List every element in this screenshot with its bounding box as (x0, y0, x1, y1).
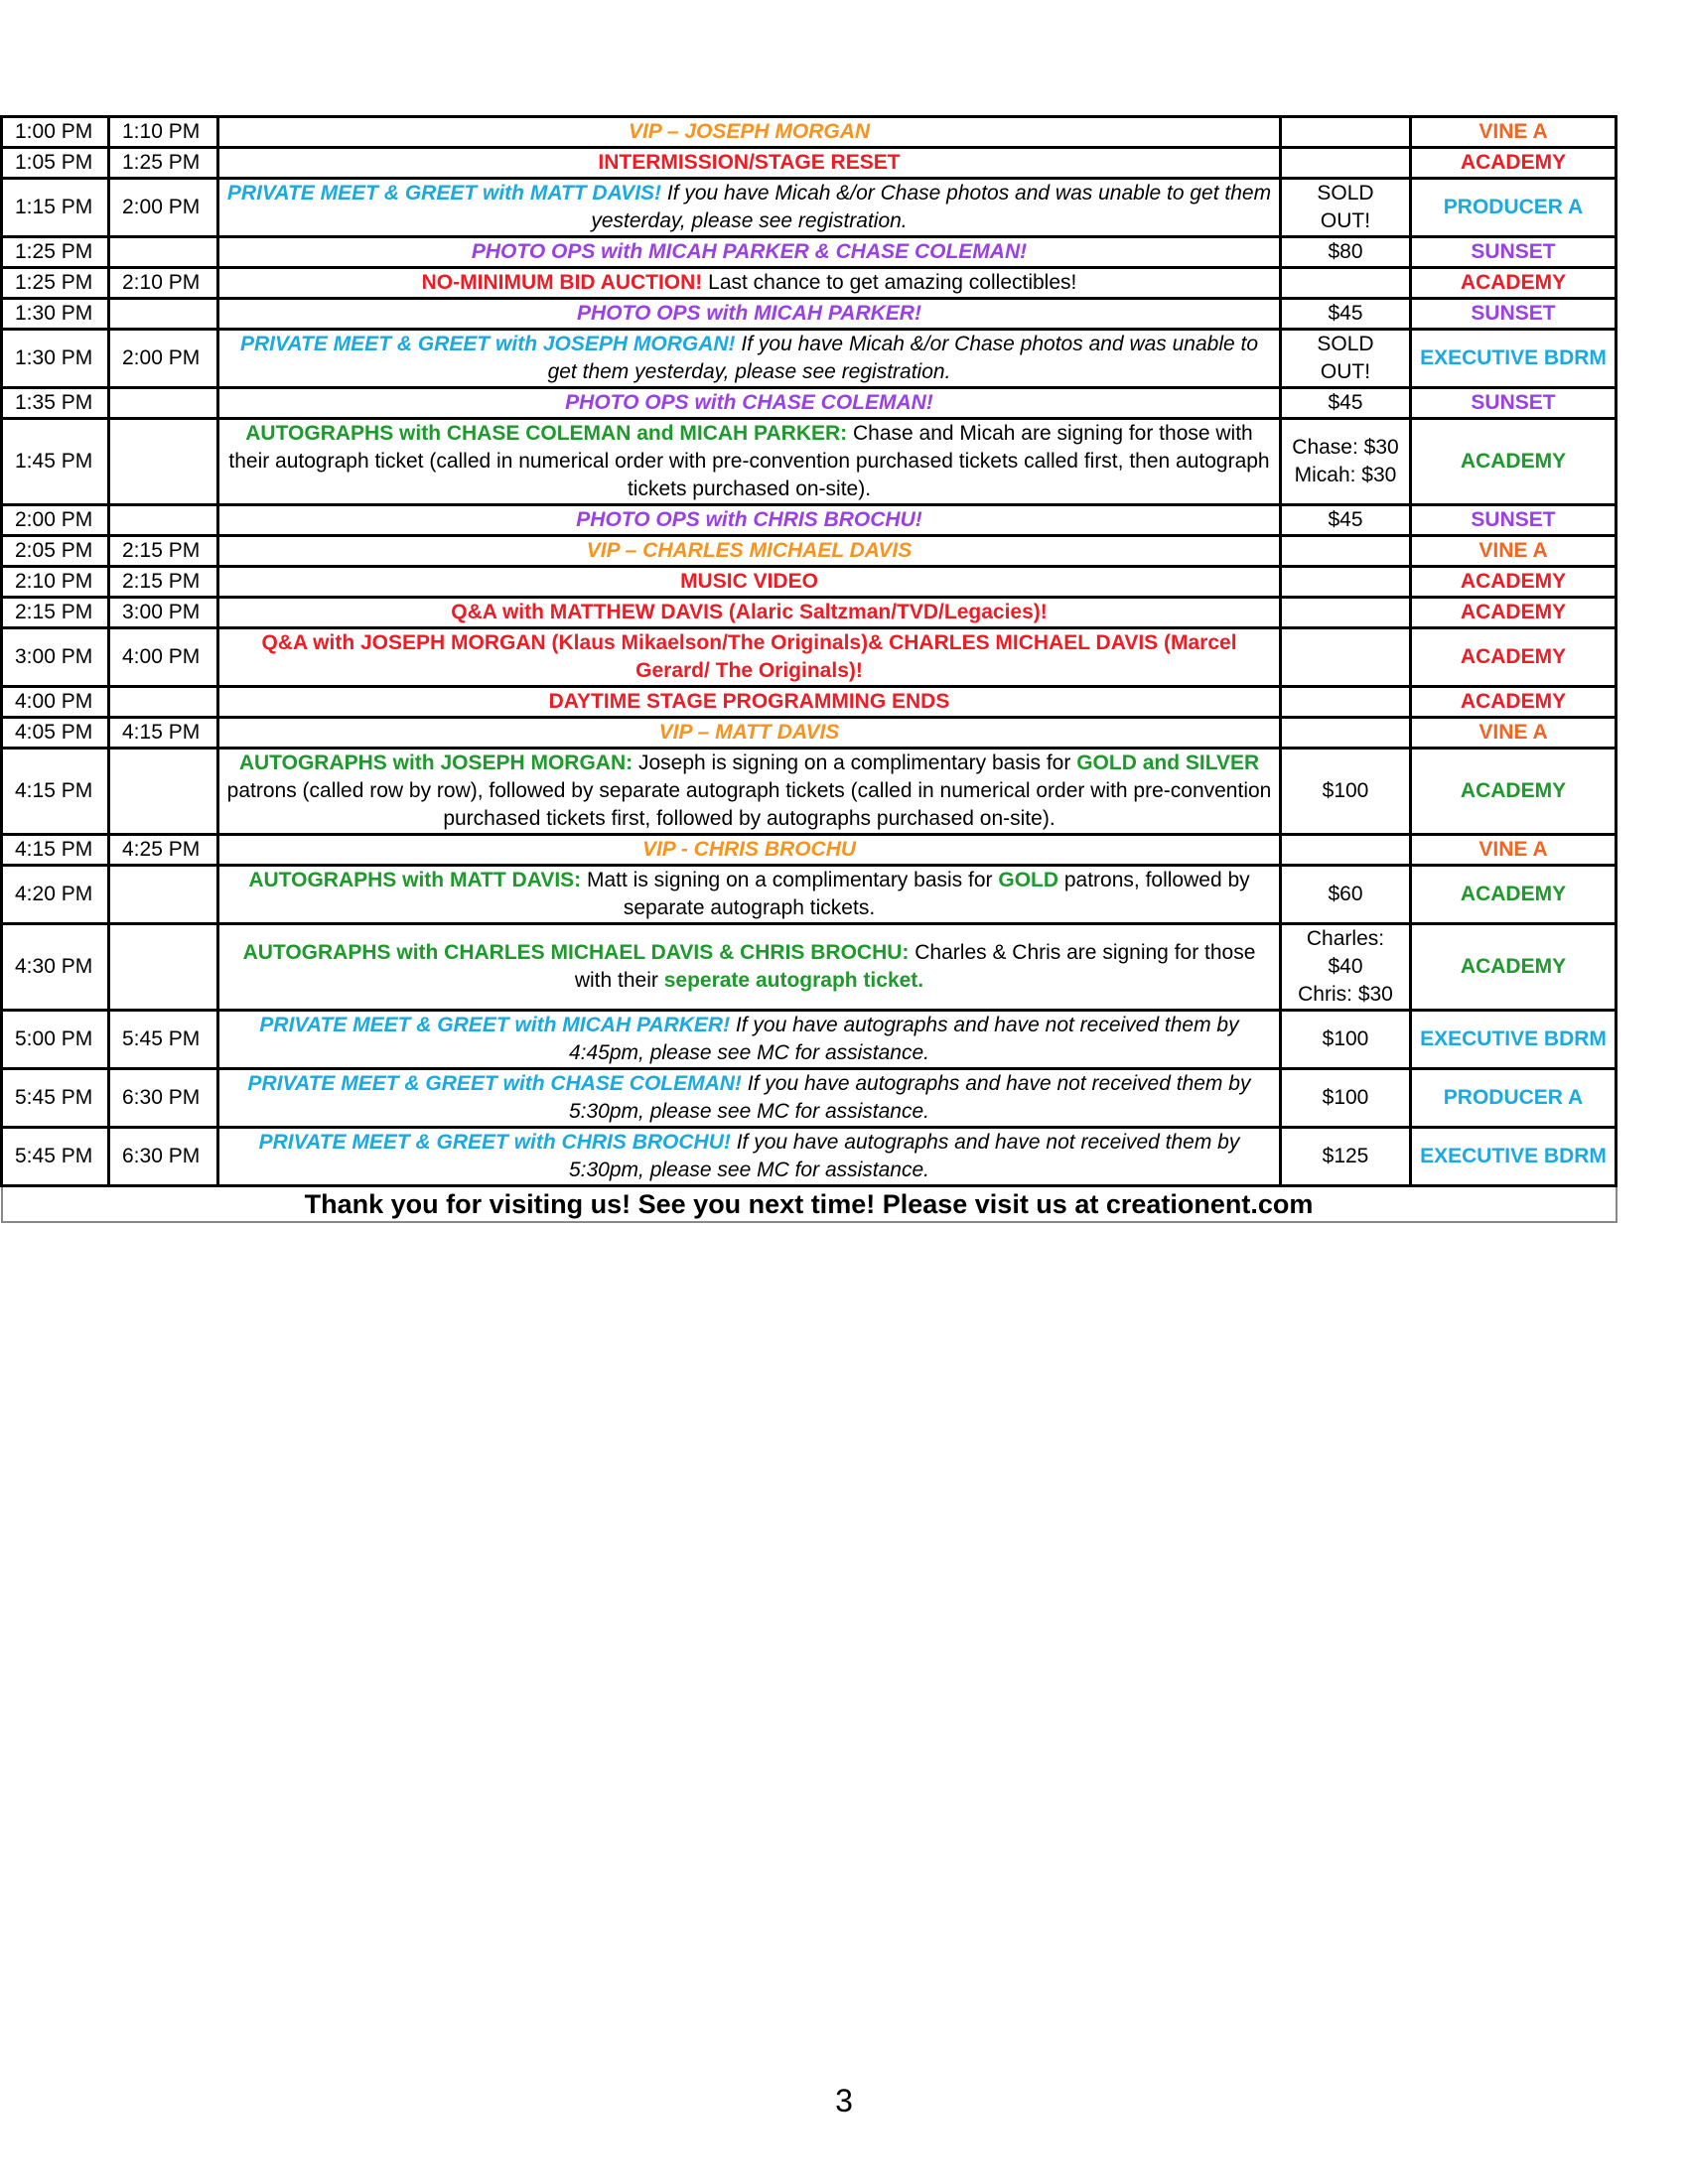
description-segment: If you have autographs and have not received them by 5:30pm, please see MC for assistance. (568, 1072, 1251, 1123)
description-segment: If you have Micah &/or Chase photos and was unable to get them yesterday, please see registration. (547, 333, 1259, 383)
end-time: 1:10 PM (109, 117, 218, 148)
description-segment: PRIVATE MEET & GREET with MICAH PARKER! (259, 1014, 731, 1036)
price (1281, 924, 1411, 1011)
description-segment: VIP – JOSEPH MORGAN (628, 120, 871, 143)
schedule-table (0, 115, 1618, 1223)
description-segment: patrons (called row by row), followed by separate autograph tickets (called in numerical order with pre-convention purchased tickets first, followed by autographs purchased on-site). (226, 779, 1272, 830)
price (1281, 117, 1411, 148)
price-line: Micah: $30 (1294, 464, 1397, 486)
price-line: Charles: (1306, 927, 1385, 950)
price-line: $45 (1328, 508, 1363, 531)
price-line: $100 (1322, 779, 1369, 802)
price-line: SOLD (1317, 182, 1374, 205)
start-time: 2:15 PM (2, 598, 109, 628)
start-time: 5:00 PM (2, 1011, 109, 1069)
description-segment: VIP - CHRIS BROCHU (641, 838, 857, 861)
price (1281, 505, 1411, 536)
price (1281, 718, 1411, 749)
schedule-row (2, 148, 1617, 179)
price (1281, 1011, 1411, 1069)
footer-message: Thank you for visiting us! See you next time! Please visit us at creationent.com (2, 1186, 1617, 1223)
end-time: 2:15 PM (109, 567, 218, 598)
event-description (218, 179, 1281, 237)
location: SUNSET (1411, 388, 1617, 419)
price-line: OUT! (1320, 209, 1371, 232)
price (1281, 1128, 1411, 1186)
price (1281, 536, 1411, 567)
price (1281, 148, 1411, 179)
location: PRODUCER A (1411, 179, 1617, 237)
end-time (109, 505, 218, 536)
description-segment: AUTOGRAPHS with JOSEPH MORGAN: (238, 751, 633, 774)
description-segment: PRIVATE MEET & GREET with JOSEPH MORGAN! (239, 333, 736, 355)
event-description (218, 237, 1281, 268)
schedule-body (2, 117, 1617, 1186)
end-time: 1:25 PM (109, 148, 218, 179)
price (1281, 237, 1411, 268)
description-segment: VIP – CHARLES MICHAEL DAVIS (586, 539, 913, 562)
schedule-row (2, 718, 1617, 749)
event-description (218, 1069, 1281, 1128)
description-segment: PHOTO OPS with CHRIS BROCHU! (576, 508, 922, 531)
event-description (218, 749, 1281, 835)
price-line: $45 (1328, 391, 1363, 414)
description-segment: Matt is signing on a complimentary basis for (581, 869, 999, 891)
price-line: $80 (1328, 240, 1363, 263)
schedule-row (2, 388, 1617, 419)
price (1281, 567, 1411, 598)
end-time: 3:00 PM (109, 598, 218, 628)
event-description (218, 148, 1281, 179)
location: VINE A (1411, 536, 1617, 567)
end-time: 2:10 PM (109, 268, 218, 299)
location: ACADEMY (1411, 687, 1617, 718)
location: SUNSET (1411, 237, 1617, 268)
event-description (218, 419, 1281, 505)
schedule-row (2, 268, 1617, 299)
event-description (218, 628, 1281, 687)
schedule-row (2, 567, 1617, 598)
description-segment: DAYTIME STAGE PROGRAMMING ENDS (548, 690, 950, 713)
start-time: 2:00 PM (2, 505, 109, 536)
event-description (218, 1011, 1281, 1069)
location: EXECUTIVE BDRM (1411, 330, 1617, 388)
price (1281, 628, 1411, 687)
price (1281, 179, 1411, 237)
schedule-row (2, 1011, 1617, 1069)
end-time (109, 749, 218, 835)
schedule-row (2, 628, 1617, 687)
description-segment: AUTOGRAPHS with CHARLES MICHAEL DAVIS & CHRIS BROCHU: (242, 941, 910, 964)
location: SUNSET (1411, 505, 1617, 536)
price (1281, 330, 1411, 388)
description-segment: PRIVATE MEET & GREET with MATT DAVIS! (226, 182, 662, 205)
start-time: 2:05 PM (2, 536, 109, 567)
event-description (218, 299, 1281, 330)
location: EXECUTIVE BDRM (1411, 1011, 1617, 1069)
description-segment: If you have autographs and have not received them by 5:30pm, please see MC for assistance. (568, 1131, 1240, 1181)
schedule-row (2, 598, 1617, 628)
location: ACADEMY (1411, 567, 1617, 598)
start-time: 1:45 PM (2, 419, 109, 505)
price (1281, 598, 1411, 628)
end-time (109, 687, 218, 718)
event-description (218, 1128, 1281, 1186)
description-segment: PRIVATE MEET & GREET with CHRIS BROCHU! (258, 1131, 731, 1154)
event-description (218, 924, 1281, 1011)
start-time: 4:15 PM (2, 749, 109, 835)
description-segment: NO-MINIMUM BID AUCTION! (421, 271, 703, 294)
schedule-row (2, 237, 1617, 268)
start-time: 1:15 PM (2, 179, 109, 237)
description-segment: Joseph is signing on a complimentary basis for (633, 751, 1077, 774)
location: ACADEMY (1411, 419, 1617, 505)
price (1281, 268, 1411, 299)
schedule-row (2, 299, 1617, 330)
end-time: 2:15 PM (109, 536, 218, 567)
start-time: 5:45 PM (2, 1069, 109, 1128)
event-description (218, 866, 1281, 924)
description-segment: PHOTO OPS with MICAH PARKER & CHASE COLEMAN! (471, 240, 1028, 263)
price (1281, 835, 1411, 866)
schedule-row (2, 835, 1617, 866)
description-segment: MUSIC VIDEO (680, 570, 818, 593)
description-segment: AUTOGRAPHS with MATT DAVIS: (248, 869, 582, 891)
start-time: 1:25 PM (2, 237, 109, 268)
price-line: $40 (1328, 955, 1363, 978)
start-time: 4:15 PM (2, 835, 109, 866)
location: VINE A (1411, 718, 1617, 749)
start-time: 4:20 PM (2, 866, 109, 924)
price (1281, 866, 1411, 924)
event-description (218, 718, 1281, 749)
event-description (218, 268, 1281, 299)
event-description (218, 835, 1281, 866)
start-time: 1:30 PM (2, 299, 109, 330)
price (1281, 388, 1411, 419)
description-segment: If you have autographs and have not received them by 4:45pm, please see MC for assistance. (568, 1014, 1239, 1064)
schedule-row (2, 179, 1617, 237)
location: ACADEMY (1411, 148, 1617, 179)
description-segment: INTERMISSION/STAGE RESET (598, 151, 901, 174)
end-time: 6:30 PM (109, 1069, 218, 1128)
schedule-row (2, 924, 1617, 1011)
location: ACADEMY (1411, 749, 1617, 835)
location: SUNSET (1411, 299, 1617, 330)
price (1281, 299, 1411, 330)
start-time: 1:05 PM (2, 148, 109, 179)
location: ACADEMY (1411, 628, 1617, 687)
start-time: 1:30 PM (2, 330, 109, 388)
description-segment: Chase and Micah are signing for those with their autograph ticket (called in numerical order with pre-convention purchased tickets called first, then autograph tickets purchased on-site). (228, 422, 1270, 500)
description-segment: Charles & Chris are signing for those with their (574, 941, 1256, 992)
end-time: 5:45 PM (109, 1011, 218, 1069)
start-time: 3:00 PM (2, 628, 109, 687)
price-line: $45 (1328, 302, 1363, 325)
location: ACADEMY (1411, 866, 1617, 924)
start-time: 4:00 PM (2, 687, 109, 718)
event-description (218, 687, 1281, 718)
description-segment: Q&A with JOSEPH MORGAN (Klaus Mikaelson/The Originals)& CHARLES MICHAEL DAVIS (Marcel Gerard/ The Originals)! (261, 631, 1237, 682)
end-time (109, 419, 218, 505)
description-segment: If you have Micah &/or Chase photos and was unable to get them yesterday, please see registration. (591, 182, 1272, 232)
schedule-row (2, 1069, 1617, 1128)
end-time: 2:00 PM (109, 179, 218, 237)
price-line: Chris: $30 (1298, 983, 1393, 1006)
footer-row (2, 1186, 1617, 1223)
description-segment: Q&A with MATTHEW DAVIS (Alaric Saltzman/TVD/Legacies)! (451, 601, 1048, 623)
price (1281, 419, 1411, 505)
end-time (109, 924, 218, 1011)
price (1281, 749, 1411, 835)
schedule-row (2, 866, 1617, 924)
end-time: 4:00 PM (109, 628, 218, 687)
start-time: 5:45 PM (2, 1128, 109, 1186)
start-time: 2:10 PM (2, 567, 109, 598)
description-segment: GOLD (998, 869, 1059, 891)
schedule-row (2, 330, 1617, 388)
description-segment: Last chance to get amazing collectibles! (702, 271, 1077, 294)
event-description (218, 388, 1281, 419)
schedule-row (2, 117, 1617, 148)
price-line: OUT! (1320, 360, 1371, 383)
schedule-row (2, 1128, 1617, 1186)
schedule-row (2, 687, 1617, 718)
location: ACADEMY (1411, 924, 1617, 1011)
location: EXECUTIVE BDRM (1411, 1128, 1617, 1186)
location: ACADEMY (1411, 268, 1617, 299)
event-description (218, 567, 1281, 598)
end-time: 2:00 PM (109, 330, 218, 388)
end-time (109, 237, 218, 268)
schedule-row (2, 419, 1617, 505)
location: VINE A (1411, 117, 1617, 148)
price-line: $60 (1328, 883, 1363, 905)
schedule-row (2, 505, 1617, 536)
description-segment: patrons, followed by separate autograph tickets. (623, 869, 1250, 919)
start-time: 1:00 PM (2, 117, 109, 148)
price-line: $100 (1322, 1086, 1369, 1109)
price (1281, 687, 1411, 718)
end-time (109, 866, 218, 924)
location: PRODUCER A (1411, 1069, 1617, 1128)
location: VINE A (1411, 835, 1617, 866)
description-segment: seperate autograph ticket. (663, 969, 924, 992)
start-time: 4:05 PM (2, 718, 109, 749)
end-time (109, 388, 218, 419)
description-segment: AUTOGRAPHS with CHASE COLEMAN and MICAH PARKER: (245, 422, 848, 445)
event-description (218, 330, 1281, 388)
event-description (218, 505, 1281, 536)
end-time: 4:25 PM (109, 835, 218, 866)
price (1281, 1069, 1411, 1128)
end-time: 6:30 PM (109, 1128, 218, 1186)
event-description (218, 536, 1281, 567)
description-segment: PHOTO OPS with CHASE COLEMAN! (565, 391, 933, 414)
start-time: 1:35 PM (2, 388, 109, 419)
event-description (218, 117, 1281, 148)
schedule-row (2, 749, 1617, 835)
description-segment: PHOTO OPS with MICAH PARKER! (577, 302, 921, 325)
location: ACADEMY (1411, 598, 1617, 628)
page-number: 3 (835, 2083, 853, 2118)
end-time (109, 299, 218, 330)
start-time: 1:25 PM (2, 268, 109, 299)
price-line: $100 (1322, 1027, 1369, 1050)
end-time: 4:15 PM (109, 718, 218, 749)
description-segment: GOLD and SILVER (1076, 751, 1260, 774)
price-line: Chase: $30 (1292, 436, 1399, 459)
description-segment: VIP – MATT DAVIS (658, 721, 840, 744)
description-segment: PRIVATE MEET & GREET with CHASE COLEMAN! (247, 1072, 742, 1095)
start-time: 4:30 PM (2, 924, 109, 1011)
price-line: $125 (1322, 1145, 1369, 1167)
price-line: SOLD (1317, 333, 1374, 355)
schedule-row (2, 536, 1617, 567)
event-description (218, 598, 1281, 628)
